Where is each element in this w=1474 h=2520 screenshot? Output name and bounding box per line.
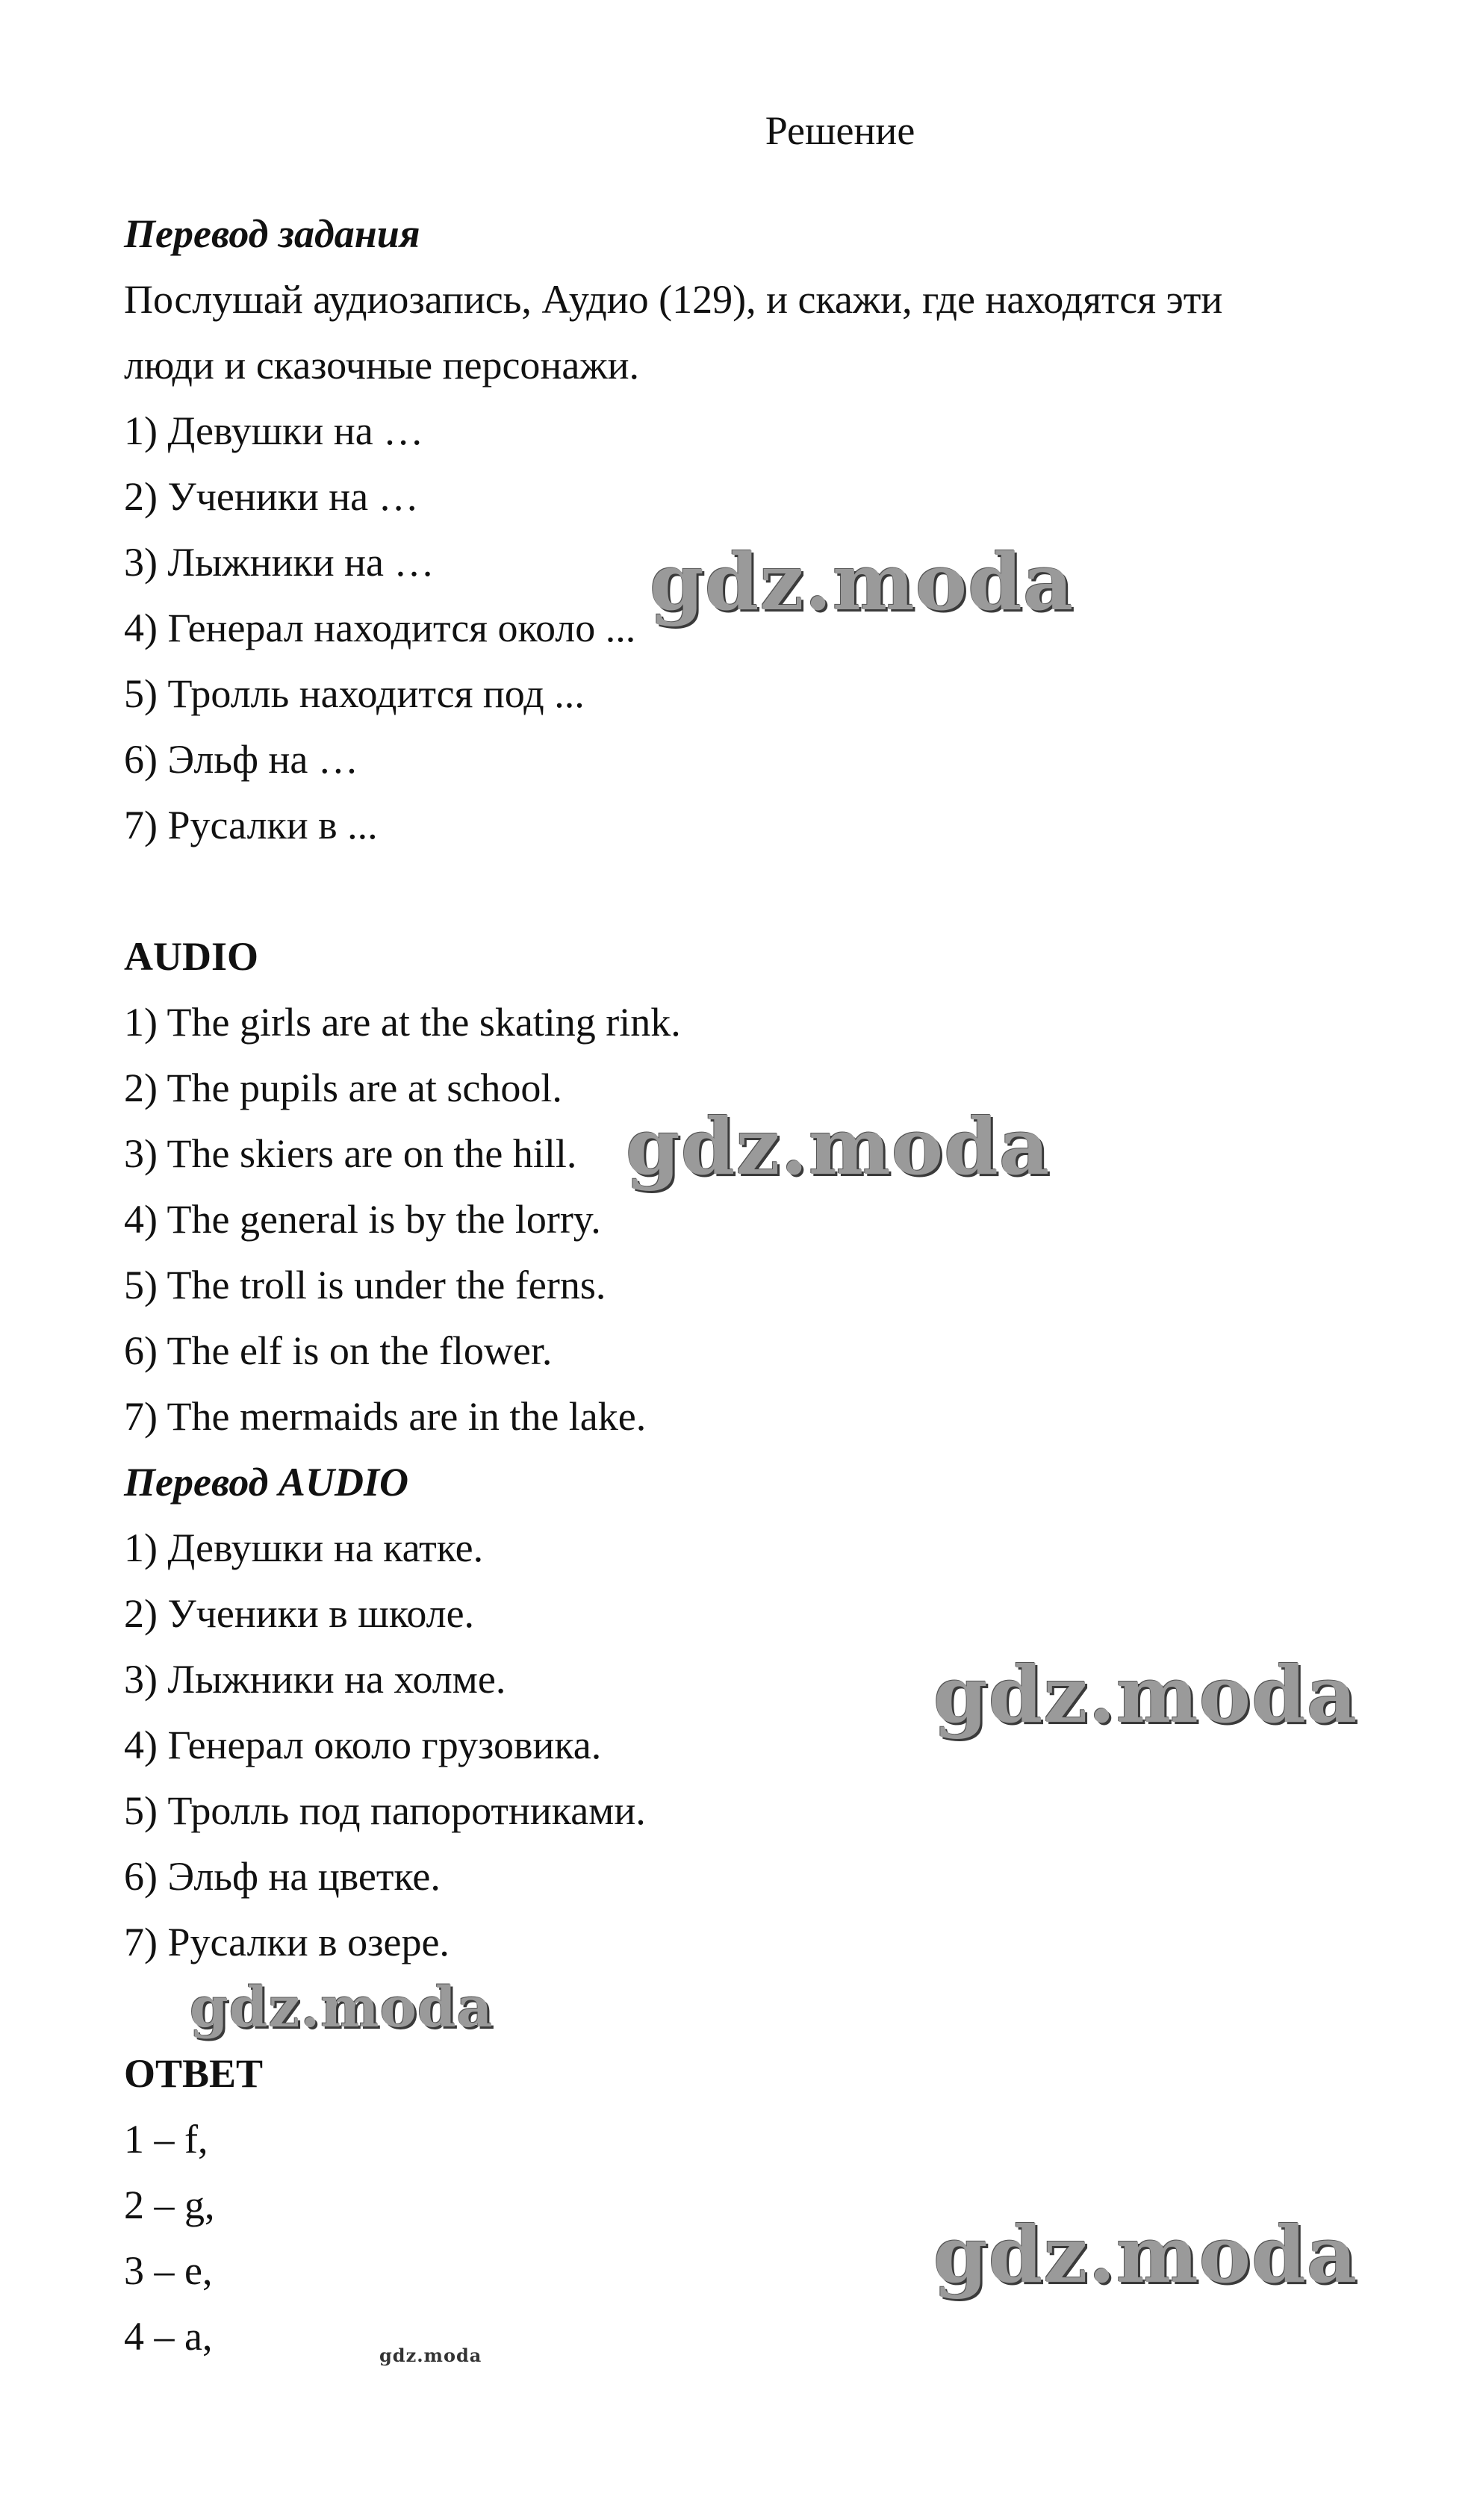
audio-item: 6) The elf is on the flower. xyxy=(124,1328,553,1373)
task-item: 5) Тролль находится под ... xyxy=(124,671,585,716)
audio-item: 2) The pupils are at school. xyxy=(124,1065,562,1110)
audio-translation-item: 7) Русалки в озере. xyxy=(124,1920,450,1964)
task-item: 4) Генерал находится около ... xyxy=(124,606,636,650)
audio-item: 4) The general is by the lorry. xyxy=(124,1197,601,1242)
audio-item: 1) The girls are at the skating rink. xyxy=(124,1000,681,1045)
audio-item: 5) The troll is under the ferns. xyxy=(124,1263,606,1307)
task-instruction-line1: Послушай аудиозапись, Аудио (129), и скажи, где находятся эти xyxy=(124,277,1223,322)
audio-translation-item: 2) Ученики в школе. xyxy=(124,1591,475,1636)
page-title: Решение xyxy=(765,108,915,153)
answer-item: 1 – f, xyxy=(124,2117,208,2162)
answer-item: 2 – g, xyxy=(124,2183,215,2227)
audio-item: 7) The mermaids are in the lake. xyxy=(124,1394,647,1439)
audio-translation-item: 5) Тролль под папоротниками. xyxy=(124,1788,646,1833)
audio-translation-item: 1) Девушки на катке. xyxy=(124,1525,484,1570)
watermark: gdz.moda xyxy=(379,2345,482,2366)
audio-translation-heading: Перевод AUDIO xyxy=(124,1460,408,1505)
watermark: gdz.moda xyxy=(933,2209,1358,2300)
task-item: 3) Лыжники на … xyxy=(124,540,435,585)
task-item: 7) Русалки в ... xyxy=(124,803,378,847)
audio-translation-item: 4) Генерал около грузовика. xyxy=(124,1723,602,1767)
audio-translation-item: 3) Лыжники на холме. xyxy=(124,1657,506,1702)
answer-item: 3 – e, xyxy=(124,2248,213,2293)
answer-heading: ОТВЕТ xyxy=(124,2051,264,2096)
answer-item: 4 – a, xyxy=(124,2314,213,2359)
watermark: gdz.moda xyxy=(190,1976,494,2040)
task-heading: Перевод задания xyxy=(124,211,420,256)
task-item: 2) Ученики на … xyxy=(124,474,419,519)
task-instruction-line2: люди и сказочные персонажи. xyxy=(124,343,640,388)
audio-translation-item: 6) Эльф на цветке. xyxy=(124,1854,441,1899)
audio-item: 3) The skiers are on the hill. xyxy=(124,1131,577,1176)
task-item: 1) Девушки на … xyxy=(124,408,424,453)
audio-heading: AUDIO xyxy=(124,934,259,979)
watermark: gdz.moda xyxy=(933,1649,1358,1740)
watermark: gdz.moda xyxy=(650,536,1075,628)
watermark: gdz.moda xyxy=(626,1101,1051,1192)
task-item: 6) Эльф на … xyxy=(124,737,358,782)
